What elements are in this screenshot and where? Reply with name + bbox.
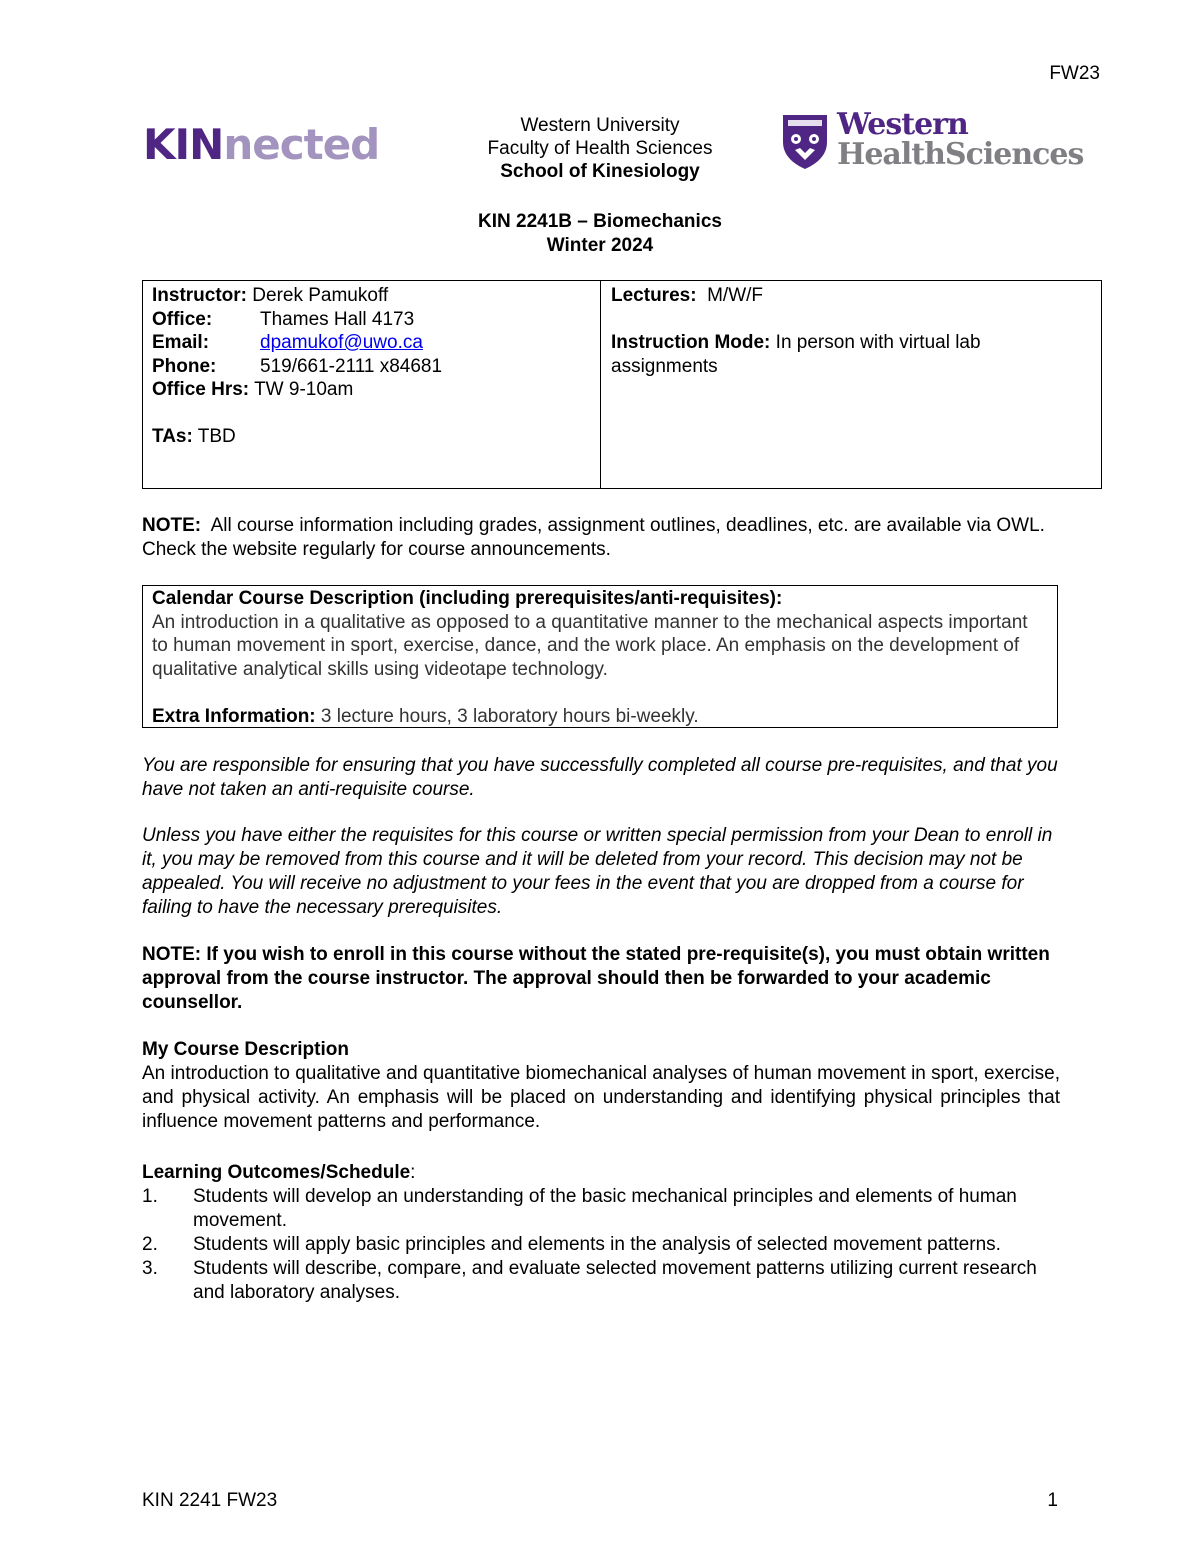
calendar-description-heading: Calendar Course Description (including prerequisites/anti-requisites):: [152, 588, 783, 609]
tas-value: TBD: [197, 426, 236, 447]
tas-label: TAs:: [152, 426, 193, 447]
instructor-label: Instructor:: [152, 285, 247, 306]
course-title: KIN 2241B – Biomechanics: [478, 211, 722, 232]
list-item: [142, 1233, 1067, 1257]
western-crest-icon: [780, 112, 830, 170]
header-term-code: FW23: [1049, 63, 1100, 84]
university-name: Western University: [520, 115, 680, 136]
instructor-email-link[interactable]: dpamukof@uwo.ca: [260, 332, 423, 353]
list-item-number: 3.: [142, 1258, 158, 1279]
note-label: NOTE:: [142, 515, 202, 536]
kinnected-logo: [143, 120, 379, 170]
instructor-name: Derek Pamukoff: [252, 285, 389, 306]
footer-page-number: 1: [1047, 1490, 1058, 1511]
list-item-number: 2.: [142, 1234, 158, 1255]
course-title-block: [300, 210, 900, 258]
calendar-description-text: An introduction in a qualitative as opposed to a quantitative manner to the mechanical aspects important to human movement in sport, exercise, dance, and the work place. An emphasis on the development of qualitative analytical skills using videotape technology.: [152, 611, 1028, 680]
list-item-number: 1.: [142, 1186, 158, 1207]
course-term: Winter 2024: [546, 235, 654, 256]
office-hours-label: Office Hrs:: [152, 379, 250, 400]
list-item-text: Students will describe, compare, and evaluate selected movement patterns utilizing current research and laboratory analyses.: [193, 1258, 1037, 1303]
enrollment-approval-note: NOTE: If you wish to enroll in this course without the stated pre-requisite(s), you must obtain written approval from the course instructor. The approval should then be forwarded to your academic counsellor.: [142, 944, 1050, 1013]
learning-outcomes-heading: Learning Outcomes/Schedule: [142, 1162, 411, 1183]
my-course-description: [142, 1038, 1060, 1134]
logo-kin-text: KIN: [143, 120, 224, 169]
office-hours: TW 9-10am: [254, 379, 354, 400]
learning-outcomes-colon: :: [410, 1162, 416, 1183]
instruction-mode: In person with virtual lab assignments: [611, 332, 981, 377]
instruction-mode-label: Instruction Mode:: [611, 332, 771, 353]
office-label: Office:: [152, 308, 213, 330]
learning-outcomes: [142, 1161, 1067, 1305]
list-item-text: Students will develop an understanding of the basic mechanical principles and elements of human movement.: [193, 1186, 1017, 1231]
instructor-phone: 519/661-2111 x84681: [260, 355, 443, 377]
institution-block: [400, 114, 800, 183]
lecture-details: [611, 284, 1081, 379]
list-item-text: Students will apply basic principles and elements in the analysis of selected movement patterns.: [193, 1234, 1001, 1255]
phone-label: Phone:: [152, 355, 217, 377]
whs-logo-line1: Western: [837, 107, 968, 142]
instructor-details: [152, 284, 442, 449]
office-location: Thames Hall 4173: [260, 308, 415, 330]
calendar-description-box: [142, 585, 1058, 728]
removal-warning-paragraph: Unless you have either the requisites for this course or written special permission from your Dean to enroll in it, you may be removed from this course and it will be deleted from your record. This decision may not be appealed. You will receive no adjustment to your fees in the event that you are dropped from a course for failing to have the necessary prerequisites.: [142, 825, 1053, 918]
western-health-sciences-logo: [780, 107, 1084, 174]
email-label: Email:: [152, 332, 210, 353]
faculty-name: Faculty of Health Sciences: [487, 138, 713, 159]
my-course-description-text: An introduction to qualitative and quantitative biomechanical analyses of human movement in sport, exercise, and physical activity. An emphasis will be placed on understanding and identifying physical principles that influence movement patterns and performance.: [142, 1063, 1060, 1132]
school-name: School of Kinesiology: [500, 161, 700, 182]
lectures-label: Lectures:: [611, 285, 697, 306]
list-item: [142, 1185, 1067, 1233]
my-course-description-heading: My Course Description: [142, 1039, 349, 1060]
note-text: All course information including grades, assignment outlines, deadlines, etc. are available via OWL. Check the website regularly for course announcements.: [142, 515, 1045, 560]
footer-course-code: KIN 2241 FW23: [142, 1490, 278, 1511]
prerequisite-responsibility-paragraph: You are responsible for ensuring that you have successfully completed all course pre-requisites, and that you have not taken an anti-requisite course.: [142, 755, 1058, 800]
extra-info-label: Extra Information:: [152, 705, 316, 727]
extra-info-text: 3 lecture hours, 3 laboratory hours bi-weekly.: [320, 705, 699, 727]
whs-logo-line2: HealthSciences: [837, 137, 1084, 172]
info-table-divider: [600, 281, 601, 488]
course-info-table: [142, 280, 1102, 489]
owl-note: [142, 514, 1062, 562]
lectures-days: M/W/F: [707, 285, 764, 306]
list-item: [142, 1257, 1067, 1305]
logo-nected-text: nected: [223, 120, 380, 169]
